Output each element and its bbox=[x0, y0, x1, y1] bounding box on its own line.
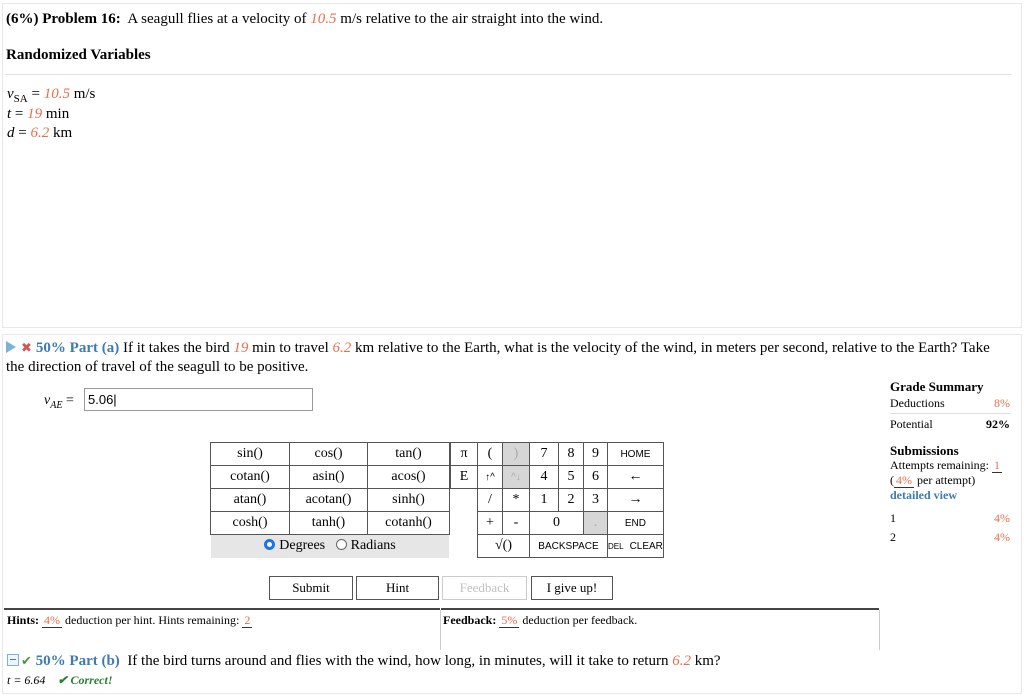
speed-value: 10.5 bbox=[310, 11, 337, 27]
problem-text-after: m/s relative to the air straight into the wind. bbox=[340, 11, 604, 27]
key-6[interactable]: 6 bbox=[584, 466, 608, 489]
key-5[interactable]: 5 bbox=[559, 466, 584, 489]
multiply-key[interactable]: * bbox=[503, 489, 530, 512]
cos-button[interactable]: cos() bbox=[290, 443, 368, 466]
hints-divider bbox=[4, 608, 440, 610]
part-a-question: ✖ 50% Part (a) If it takes the bird 19 min to travel 6.2 km relative to the Earth, what is the velocity of the wind, in meters per second, relative to the Earth? Take the direction of travel of the seagull to be positive. bbox=[6, 340, 990, 375]
lparen-key[interactable]: ( bbox=[478, 443, 503, 466]
degrees-radio[interactable] bbox=[264, 539, 275, 550]
key-3[interactable]: 3 bbox=[584, 489, 608, 512]
problem-label: Problem 16: bbox=[42, 11, 121, 27]
submission-row: 2 4% bbox=[890, 530, 1010, 544]
part-b-question: ✔ 50% Part (b) If the bird turns around and flies with the wind, how long, in minutes, will it take to return 6.2 km? bbox=[7, 653, 721, 670]
submission-row: 1 4% bbox=[890, 511, 1010, 525]
key-2[interactable]: 2 bbox=[559, 489, 584, 512]
check-icon: ✔ bbox=[21, 654, 32, 669]
collapse-icon[interactable] bbox=[7, 654, 19, 666]
column-divider-right bbox=[879, 610, 880, 650]
answer-label: $v_{AE}$ = bbox=[44, 393, 74, 411]
right-arrow-key[interactable]: → bbox=[608, 489, 664, 512]
variable-d: d = 6.2 km bbox=[7, 125, 73, 141]
problem-statement bbox=[6, 11, 603, 28]
angle-mode-selector bbox=[211, 535, 449, 558]
divide-key[interactable]: / bbox=[478, 489, 503, 512]
feedback-button[interactable]: Feedback bbox=[442, 576, 527, 600]
decimal-key[interactable]: . bbox=[584, 512, 608, 535]
submit-button[interactable]: Submit bbox=[269, 576, 353, 600]
key-4[interactable]: 4 bbox=[530, 466, 559, 489]
part-b-label: 50% Part (b) bbox=[35, 653, 120, 669]
detailed-view-link[interactable]: detailed view bbox=[890, 488, 957, 502]
variable-vsa: $v_{SA} = 10.5$ m/s bbox=[7, 86, 96, 105]
e-key[interactable]: E bbox=[451, 466, 478, 489]
backspace-key[interactable]: BACKSPACE bbox=[530, 535, 608, 558]
tan-button[interactable]: tan() bbox=[368, 443, 450, 466]
answer-input[interactable]: 5.06| bbox=[84, 388, 313, 411]
acos-button[interactable]: acos() bbox=[368, 466, 450, 489]
problem-weight: (6%) bbox=[6, 11, 39, 27]
end-key[interactable]: END bbox=[608, 512, 664, 535]
del-key[interactable]: DEL bbox=[608, 541, 624, 551]
left-arrow-key[interactable]: ← bbox=[608, 466, 664, 489]
cursor-up-key[interactable]: ↑^ bbox=[478, 466, 503, 489]
asin-button[interactable]: asin() bbox=[290, 466, 368, 489]
check-icon: ✔ bbox=[57, 673, 71, 687]
degrees-label: Degrees bbox=[279, 538, 326, 553]
clear-key[interactable]: DEL CLEAR bbox=[608, 535, 664, 558]
problem-panel bbox=[2, 3, 1022, 328]
key-9[interactable]: 9 bbox=[584, 443, 608, 466]
randomized-variables-heading: Randomized Variables bbox=[6, 47, 151, 63]
key-0[interactable]: 0 bbox=[530, 512, 584, 535]
part-b-answer: t = 6.64 ✔ Correct! bbox=[7, 673, 113, 687]
atan-button[interactable]: atan() bbox=[211, 489, 290, 512]
key-8[interactable]: 8 bbox=[559, 443, 584, 466]
feedback-divider bbox=[441, 608, 879, 610]
plus-key[interactable]: + bbox=[478, 512, 503, 535]
acotan-button[interactable]: acotan() bbox=[290, 489, 368, 512]
sqrt-key[interactable]: √() bbox=[478, 535, 530, 558]
give-up-button[interactable]: I give up! bbox=[531, 576, 613, 600]
variable-t: t = 19 min bbox=[7, 106, 70, 122]
expand-triangle-icon[interactable] bbox=[6, 341, 16, 353]
minus-key[interactable]: - bbox=[503, 512, 530, 535]
submissions-panel: Submissions Attempts remaining: 1 ( 4% per attempt) detailed view bbox=[890, 443, 1010, 503]
sin-button[interactable]: sin() bbox=[211, 443, 290, 466]
sinh-button[interactable]: sinh() bbox=[368, 489, 450, 512]
key-7[interactable]: 7 bbox=[530, 443, 559, 466]
key-1[interactable]: 1 bbox=[530, 489, 559, 512]
cotanh-button[interactable]: cotanh() bbox=[368, 512, 450, 535]
hints-info: Hints: 4% deduction per hint. Hints remaining: 2 bbox=[7, 613, 251, 627]
column-divider bbox=[440, 610, 441, 650]
numeric-keypad bbox=[450, 442, 664, 558]
divider bbox=[5, 74, 1012, 75]
hint-button[interactable]: Hint bbox=[356, 576, 439, 600]
feedback-info: Feedback: 5% deduction per feedback. bbox=[443, 613, 638, 627]
incorrect-x-icon: ✖ bbox=[21, 341, 32, 356]
grade-summary: Grade Summary Deductions 8% Potential 92% bbox=[890, 379, 1010, 431]
tanh-button[interactable]: tanh() bbox=[290, 512, 368, 535]
rparen-key[interactable]: ) bbox=[503, 443, 530, 466]
radians-label: Radians bbox=[350, 538, 396, 553]
pi-key[interactable]: π bbox=[451, 443, 478, 466]
cotan-button[interactable]: cotan() bbox=[211, 466, 290, 489]
cursor-down-key[interactable]: ^↓ bbox=[503, 466, 530, 489]
radians-radio[interactable] bbox=[336, 539, 347, 550]
function-keypad bbox=[210, 442, 450, 535]
problem-text-before: A seagull flies at a velocity of bbox=[127, 11, 307, 27]
cosh-button[interactable]: cosh() bbox=[211, 512, 290, 535]
home-key[interactable]: HOME bbox=[608, 443, 664, 466]
part-a-label: 50% Part (a) bbox=[35, 340, 120, 356]
